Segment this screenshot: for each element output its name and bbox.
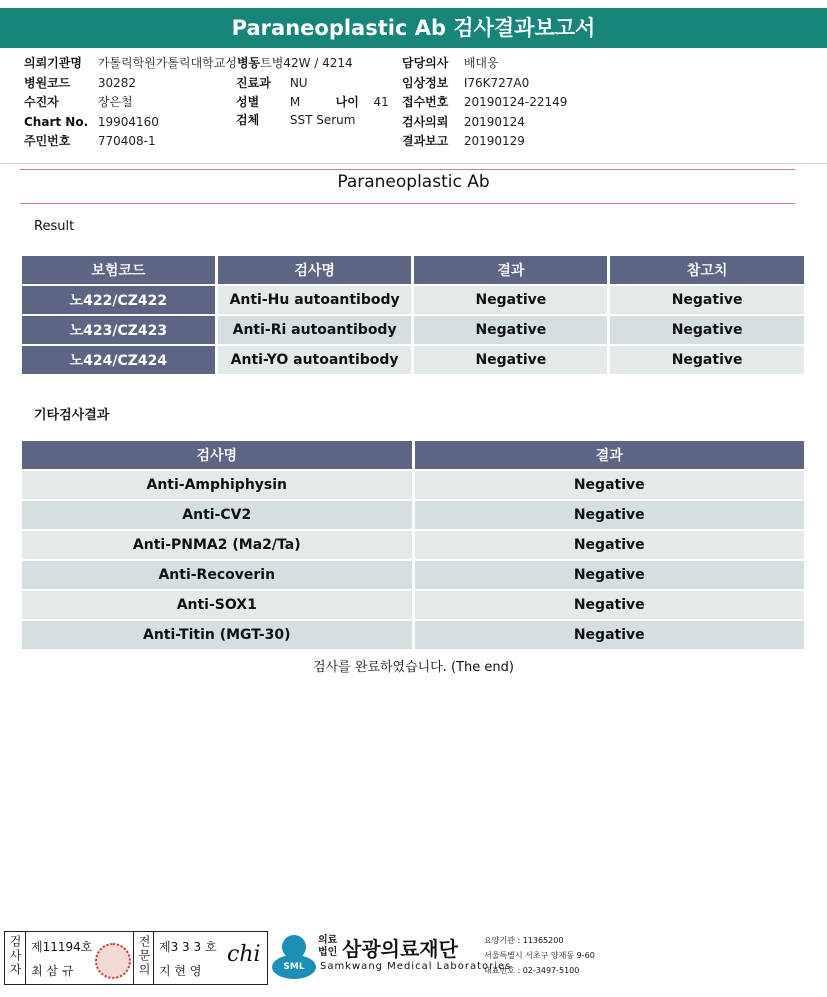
id-row: [24, 132, 156, 150]
header-insurance-code: 보험코드: [22, 256, 215, 284]
specimen-label: 검체: [236, 113, 260, 127]
institution-value: 가톨릭학원가톨릭대학교성: [97, 56, 237, 70]
clinical-row: [402, 74, 529, 92]
sex-value: M: [289, 95, 301, 109]
header-test-name: 검사명: [218, 256, 412, 284]
reference-cell: Negative: [610, 286, 804, 314]
insurance-code-cell: 노424/CZ424: [22, 346, 215, 374]
sml-logo-icon: [272, 935, 316, 979]
signature: chi: [227, 942, 261, 967]
org-name: 삼광의료재단: [342, 937, 458, 961]
divider-bottom: [20, 203, 795, 204]
result-cell: Negative: [415, 561, 805, 589]
institution-label: 의뢰기관명: [24, 56, 82, 70]
org-english: Samkwang Medical Laboratories: [320, 961, 512, 972]
test-name-cell: Anti-CV2: [22, 501, 412, 529]
reference-cell: Negative: [610, 346, 804, 374]
seal-stamp: [95, 943, 131, 979]
age-value: 41: [373, 95, 389, 109]
table-row: [22, 591, 804, 619]
result-cell: Negative: [415, 531, 805, 559]
patient-row: [24, 93, 133, 111]
specialist-label: 전문의: [137, 935, 151, 977]
divider-top: [20, 169, 795, 170]
table-row: [22, 561, 804, 589]
request-value: 20190124: [463, 115, 525, 129]
doctor-row: [402, 54, 499, 72]
divider: [133, 932, 134, 984]
report-label: 결과보고: [402, 134, 449, 148]
section-subtitle: Paraneoplastic Ab: [337, 172, 490, 192]
insurance-code-cell: 노422/CZ422: [22, 286, 215, 314]
doctor-label: 담당의사: [402, 56, 449, 70]
clinical-label: 임상정보: [402, 76, 449, 90]
test-name-cell: Anti-YO autoantibody: [218, 346, 412, 374]
logo-abbr: SML: [272, 955, 316, 979]
result-cell: Negative: [415, 621, 805, 649]
header-result: 결과: [415, 441, 805, 469]
test-name-cell: Anti-Ri autoantibody: [218, 316, 412, 344]
test-name-cell: Anti-Hu autoantibody: [218, 286, 412, 314]
doctor-value: 배대웅: [463, 56, 499, 70]
table-row: [22, 286, 804, 314]
examiner-name: 최 삼 규: [31, 964, 74, 978]
report-value: 20190129: [463, 134, 525, 148]
table-row: [22, 621, 804, 649]
specialist-number: 제3 3 3 호: [159, 940, 217, 954]
hospital-code-row: [24, 74, 136, 92]
table-row: [22, 471, 804, 499]
test-name-cell: Anti-Recoverin: [22, 561, 412, 589]
sex-label: 성별: [236, 95, 260, 109]
specimen-value: SST Serum: [289, 113, 356, 127]
sex-row: [236, 93, 389, 111]
result-cell: Negative: [414, 316, 607, 344]
patient-info-block: [0, 48, 827, 164]
test-name-cell: Anti-SOX1: [22, 591, 412, 619]
clinical-value: I76K727A0: [463, 76, 530, 90]
specimen-row: [236, 111, 355, 129]
other-tests-label: 기타검사결과: [34, 408, 110, 423]
address: 서울특별시 서초구 양재동 9-60: [484, 951, 595, 960]
table-row: [22, 501, 804, 529]
other-tests-table: [19, 439, 807, 651]
id-label: 주민번호: [24, 134, 71, 148]
result-cell: Negative: [415, 501, 805, 529]
result-label: Result: [34, 219, 75, 234]
request-label: 검사의뢰: [402, 115, 449, 129]
header-result: 결과: [414, 256, 607, 284]
hospital-code-value: 30282: [97, 76, 137, 90]
signature-box: [4, 931, 268, 985]
result-cell: Negative: [414, 286, 607, 314]
result-header-row: [22, 256, 804, 284]
table-row: [22, 531, 804, 559]
result-table: [19, 254, 807, 376]
patient-label: 수진자: [24, 95, 59, 109]
department-row: [236, 74, 308, 92]
ward-value: 트병42W / 4214: [260, 56, 353, 70]
request-row: [402, 113, 525, 131]
receipt-row: [402, 93, 567, 111]
test-name-cell: Anti-PNMA2 (Ma2/Ta): [22, 531, 412, 559]
examiner-number: 제11194호: [31, 940, 93, 954]
table-row: [22, 346, 804, 374]
chart-row: [24, 113, 159, 131]
result-cell: Negative: [415, 591, 805, 619]
specialist-name: 지 현 영: [159, 964, 202, 978]
table-row: [22, 316, 804, 344]
ward-label: 병동: [236, 56, 261, 70]
report-row: [402, 132, 525, 150]
age-label: 나이: [335, 95, 359, 109]
org-type: 의료법인: [318, 935, 338, 958]
header-test-name: 검사명: [22, 441, 412, 469]
result-cell: Negative: [415, 471, 805, 499]
receipt-value: 20190124-22149: [463, 95, 568, 109]
hospital-code-label: 병원코드: [24, 76, 71, 90]
phone: 대표번호 : 02-3497-5100: [484, 966, 580, 975]
id-value: 770408-1: [97, 134, 156, 148]
reference-cell: Negative: [610, 316, 804, 344]
examiner-label: 검사자: [8, 935, 22, 977]
insurance-code-cell: 노423/CZ423: [22, 316, 215, 344]
header-reference: 참고치: [610, 256, 804, 284]
test-name-cell: Anti-Amphiphysin: [22, 471, 412, 499]
end-message: 검사를 완료하였습니다. (The end): [313, 660, 514, 675]
test-name-cell: Anti-Titin (MGT-30): [22, 621, 412, 649]
department-value: NU: [289, 76, 308, 90]
facility-code: 요양기관 : 11365200: [484, 936, 564, 945]
result-cell: Negative: [414, 346, 607, 374]
divider: [153, 932, 154, 984]
institution-row: [24, 54, 353, 72]
chart-value: 19904160: [97, 115, 159, 129]
divider: [25, 932, 26, 984]
footer: [4, 931, 822, 989]
chart-label: Chart No.: [24, 115, 89, 129]
receipt-label: 접수번호: [402, 95, 449, 109]
patient-value: 장은철: [97, 95, 133, 109]
report-title: Paraneoplastic Ab 검사결과보고서: [0, 8, 827, 48]
department-label: 진료과: [236, 76, 271, 90]
other-header-row: [22, 441, 804, 469]
